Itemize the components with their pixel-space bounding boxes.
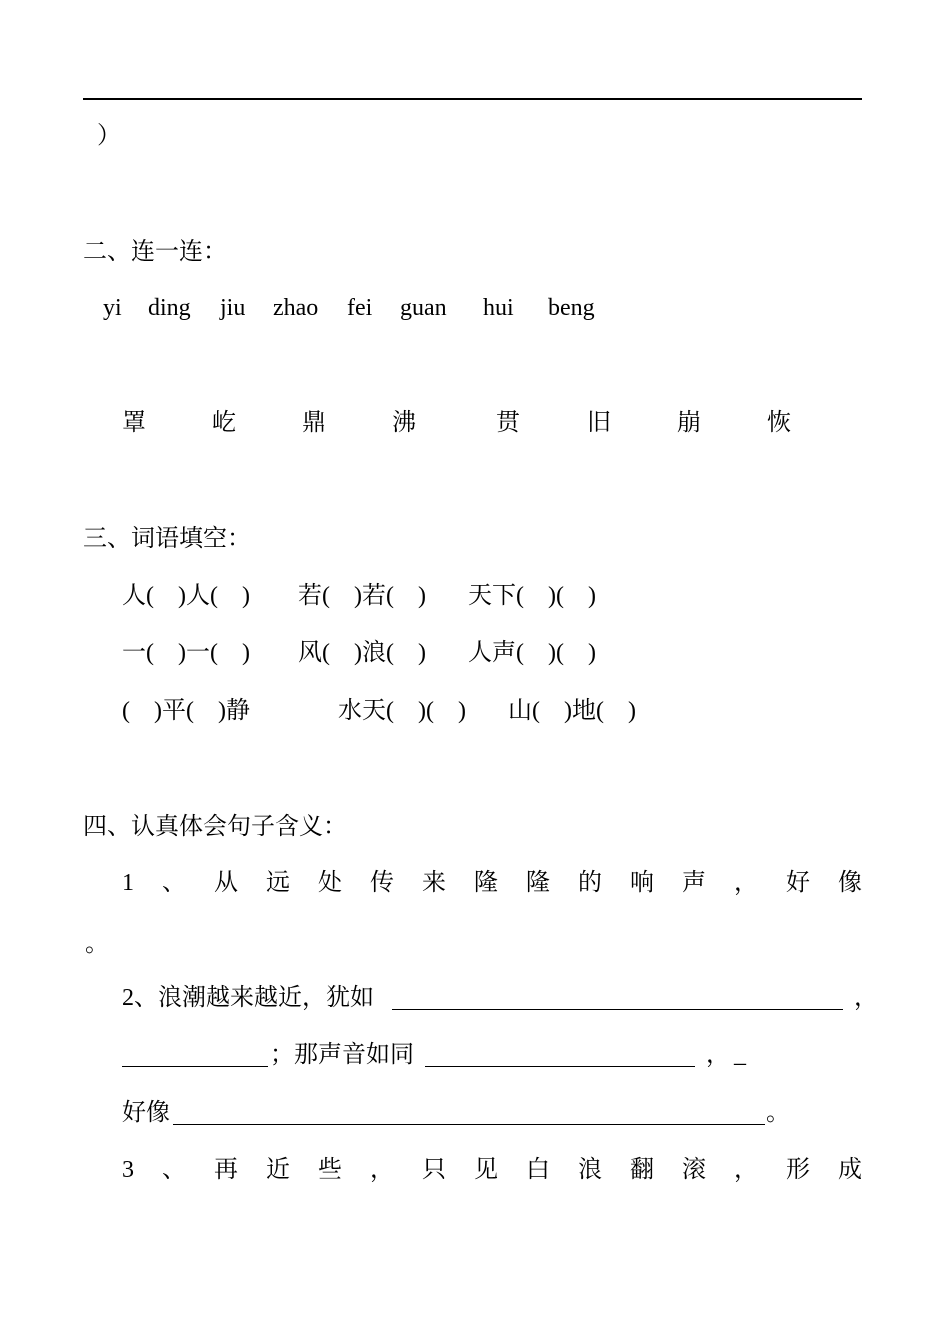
fill-item: 人( )人( ) bbox=[122, 583, 250, 609]
pinyin-item: jiu bbox=[220, 295, 246, 321]
fill-item: 人声( )( ) bbox=[468, 640, 596, 666]
fill-item: ( )平( )静 bbox=[122, 698, 250, 724]
q3-char: 浪 bbox=[578, 1157, 602, 1183]
pinyin-item: beng bbox=[548, 295, 595, 321]
q2-text-mid: ；那声音如同 bbox=[270, 1042, 414, 1068]
fill-item: 风( )浪( ) bbox=[298, 640, 426, 666]
q1-end-period: 。 bbox=[85, 931, 109, 957]
fill-item: 天下( )( ) bbox=[468, 583, 596, 609]
character-item: 屹 bbox=[212, 410, 236, 436]
q3-char: 只 bbox=[422, 1157, 446, 1183]
q1-char: 隆 bbox=[474, 870, 498, 896]
pinyin-item: guan bbox=[400, 295, 447, 321]
character-item: 恢 bbox=[767, 410, 791, 436]
q2-tail: _ bbox=[734, 1042, 746, 1068]
q3-char: ， bbox=[370, 1157, 394, 1183]
pinyin-item: hui bbox=[483, 295, 514, 321]
section2-heading: 二、连一连： bbox=[83, 239, 227, 265]
q1-char: 远 bbox=[266, 870, 290, 896]
q3-char: 再 bbox=[214, 1157, 238, 1183]
q1-char: 从 bbox=[214, 870, 238, 896]
q3-char: 见 bbox=[474, 1157, 498, 1183]
pinyin-item: fei bbox=[347, 295, 373, 321]
q2-blank-2 bbox=[122, 1044, 268, 1067]
q3-char: 成 bbox=[838, 1157, 862, 1183]
q1-char: 好 bbox=[786, 870, 810, 896]
pinyin-item: yi bbox=[103, 295, 122, 321]
q1-char: 处 bbox=[318, 870, 342, 896]
q1-char: 响 bbox=[630, 870, 654, 896]
section3-heading: 三、词语填空： bbox=[83, 526, 251, 552]
q1-char: 1 bbox=[122, 870, 134, 896]
question-1-line bbox=[122, 871, 862, 895]
q2-blank-3 bbox=[425, 1044, 695, 1067]
q2-blank-4 bbox=[173, 1102, 765, 1125]
top-fragment: ） bbox=[97, 123, 121, 149]
q1-char: 隆 bbox=[526, 870, 550, 896]
character-item: 鼎 bbox=[302, 410, 326, 436]
q3-char: 、 bbox=[162, 1157, 186, 1183]
q1-char: 声 bbox=[682, 870, 706, 896]
fill-item: 若( )若( ) bbox=[298, 583, 426, 609]
q3-char: 翻 bbox=[630, 1157, 654, 1183]
character-item: 罩 bbox=[122, 410, 146, 436]
q2-comma: ， bbox=[854, 985, 878, 1011]
q3-char: 白 bbox=[526, 1157, 550, 1183]
q1-char: 像 bbox=[838, 870, 862, 896]
q3-char: 滚 bbox=[682, 1157, 706, 1183]
fill-item: 一( )一( ) bbox=[122, 640, 250, 666]
q3-char: 近 bbox=[266, 1157, 290, 1183]
fill-item: 山( )地( ) bbox=[508, 698, 636, 724]
q1-char: 传 bbox=[370, 870, 394, 896]
pinyin-item: ding bbox=[148, 295, 191, 321]
q1-char: ， bbox=[734, 870, 758, 896]
q3-char: 3 bbox=[122, 1157, 134, 1183]
character-item: 崩 bbox=[677, 410, 701, 436]
q3-char: 形 bbox=[786, 1157, 810, 1183]
character-item: 旧 bbox=[587, 410, 611, 436]
q1-char: 来 bbox=[422, 870, 446, 896]
question-3-line bbox=[122, 1158, 862, 1182]
q2-text-start: 2、浪潮越来越近，犹如 bbox=[122, 985, 374, 1011]
q1-char: 的 bbox=[578, 870, 602, 896]
pinyin-item: zhao bbox=[273, 295, 319, 321]
section4-heading: 四、认真体会句子含义： bbox=[83, 814, 347, 840]
q3-char: ， bbox=[734, 1157, 758, 1183]
fill-item: 水天( )( ) bbox=[338, 698, 466, 724]
q2-comma-2: ， bbox=[706, 1042, 730, 1068]
top-rule bbox=[83, 98, 862, 100]
q1-char: 、 bbox=[162, 870, 186, 896]
q3-char: 些 bbox=[318, 1157, 342, 1183]
q2-line3-start: 好像 bbox=[122, 1100, 170, 1126]
character-item: 沸 bbox=[392, 410, 416, 436]
character-item: 贯 bbox=[496, 410, 520, 436]
q2-end-period: 。 bbox=[766, 1100, 790, 1126]
q2-blank-1 bbox=[392, 987, 843, 1010]
